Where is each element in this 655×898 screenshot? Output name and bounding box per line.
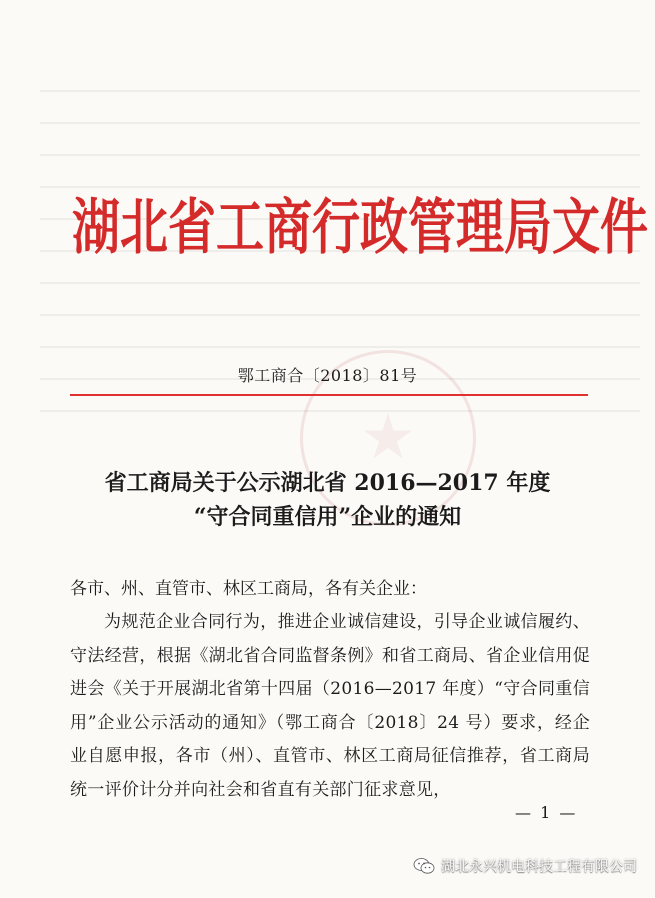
body-paragraph: 为规范企业合同行为，推进企业诚信建设，引导企业诚信履约、守法经营，根据《湖北省合同监督条例》和省工商局、省企业信用促进会《关于开展湖北省第十四届（2016—2017 年度）“守合同重信用”企业公示活动的通知》（鄂工商合〔2018〕24 号）要求，经企业自愿申报，各市（州）、直管市、林区工商局征信推荐，省工商局统一评价计分并向社会和省直有关部门征求意见， bbox=[70, 612, 590, 800]
watermark-text: 湖北永兴机电科技工程有限公司 bbox=[441, 859, 637, 875]
wechat-icon bbox=[413, 857, 435, 875]
notice-title-line-2: “守合同重信用”企业的通知 bbox=[193, 504, 462, 530]
document-header-title: 湖北省工商行政管理局文件 bbox=[72, 193, 649, 263]
wechat-watermark bbox=[413, 856, 637, 876]
page-number: — 1 — bbox=[515, 803, 578, 822]
notice-title-line-1: 省工商局关于公示湖北省 2016—2017 年度 bbox=[104, 470, 551, 496]
addressee-line: 各市、州、直管市、林区工商局，各有关企业： bbox=[70, 579, 427, 599]
red-divider-line bbox=[70, 394, 588, 396]
document-number: 鄂工商合〔2018〕81号 bbox=[237, 366, 418, 385]
